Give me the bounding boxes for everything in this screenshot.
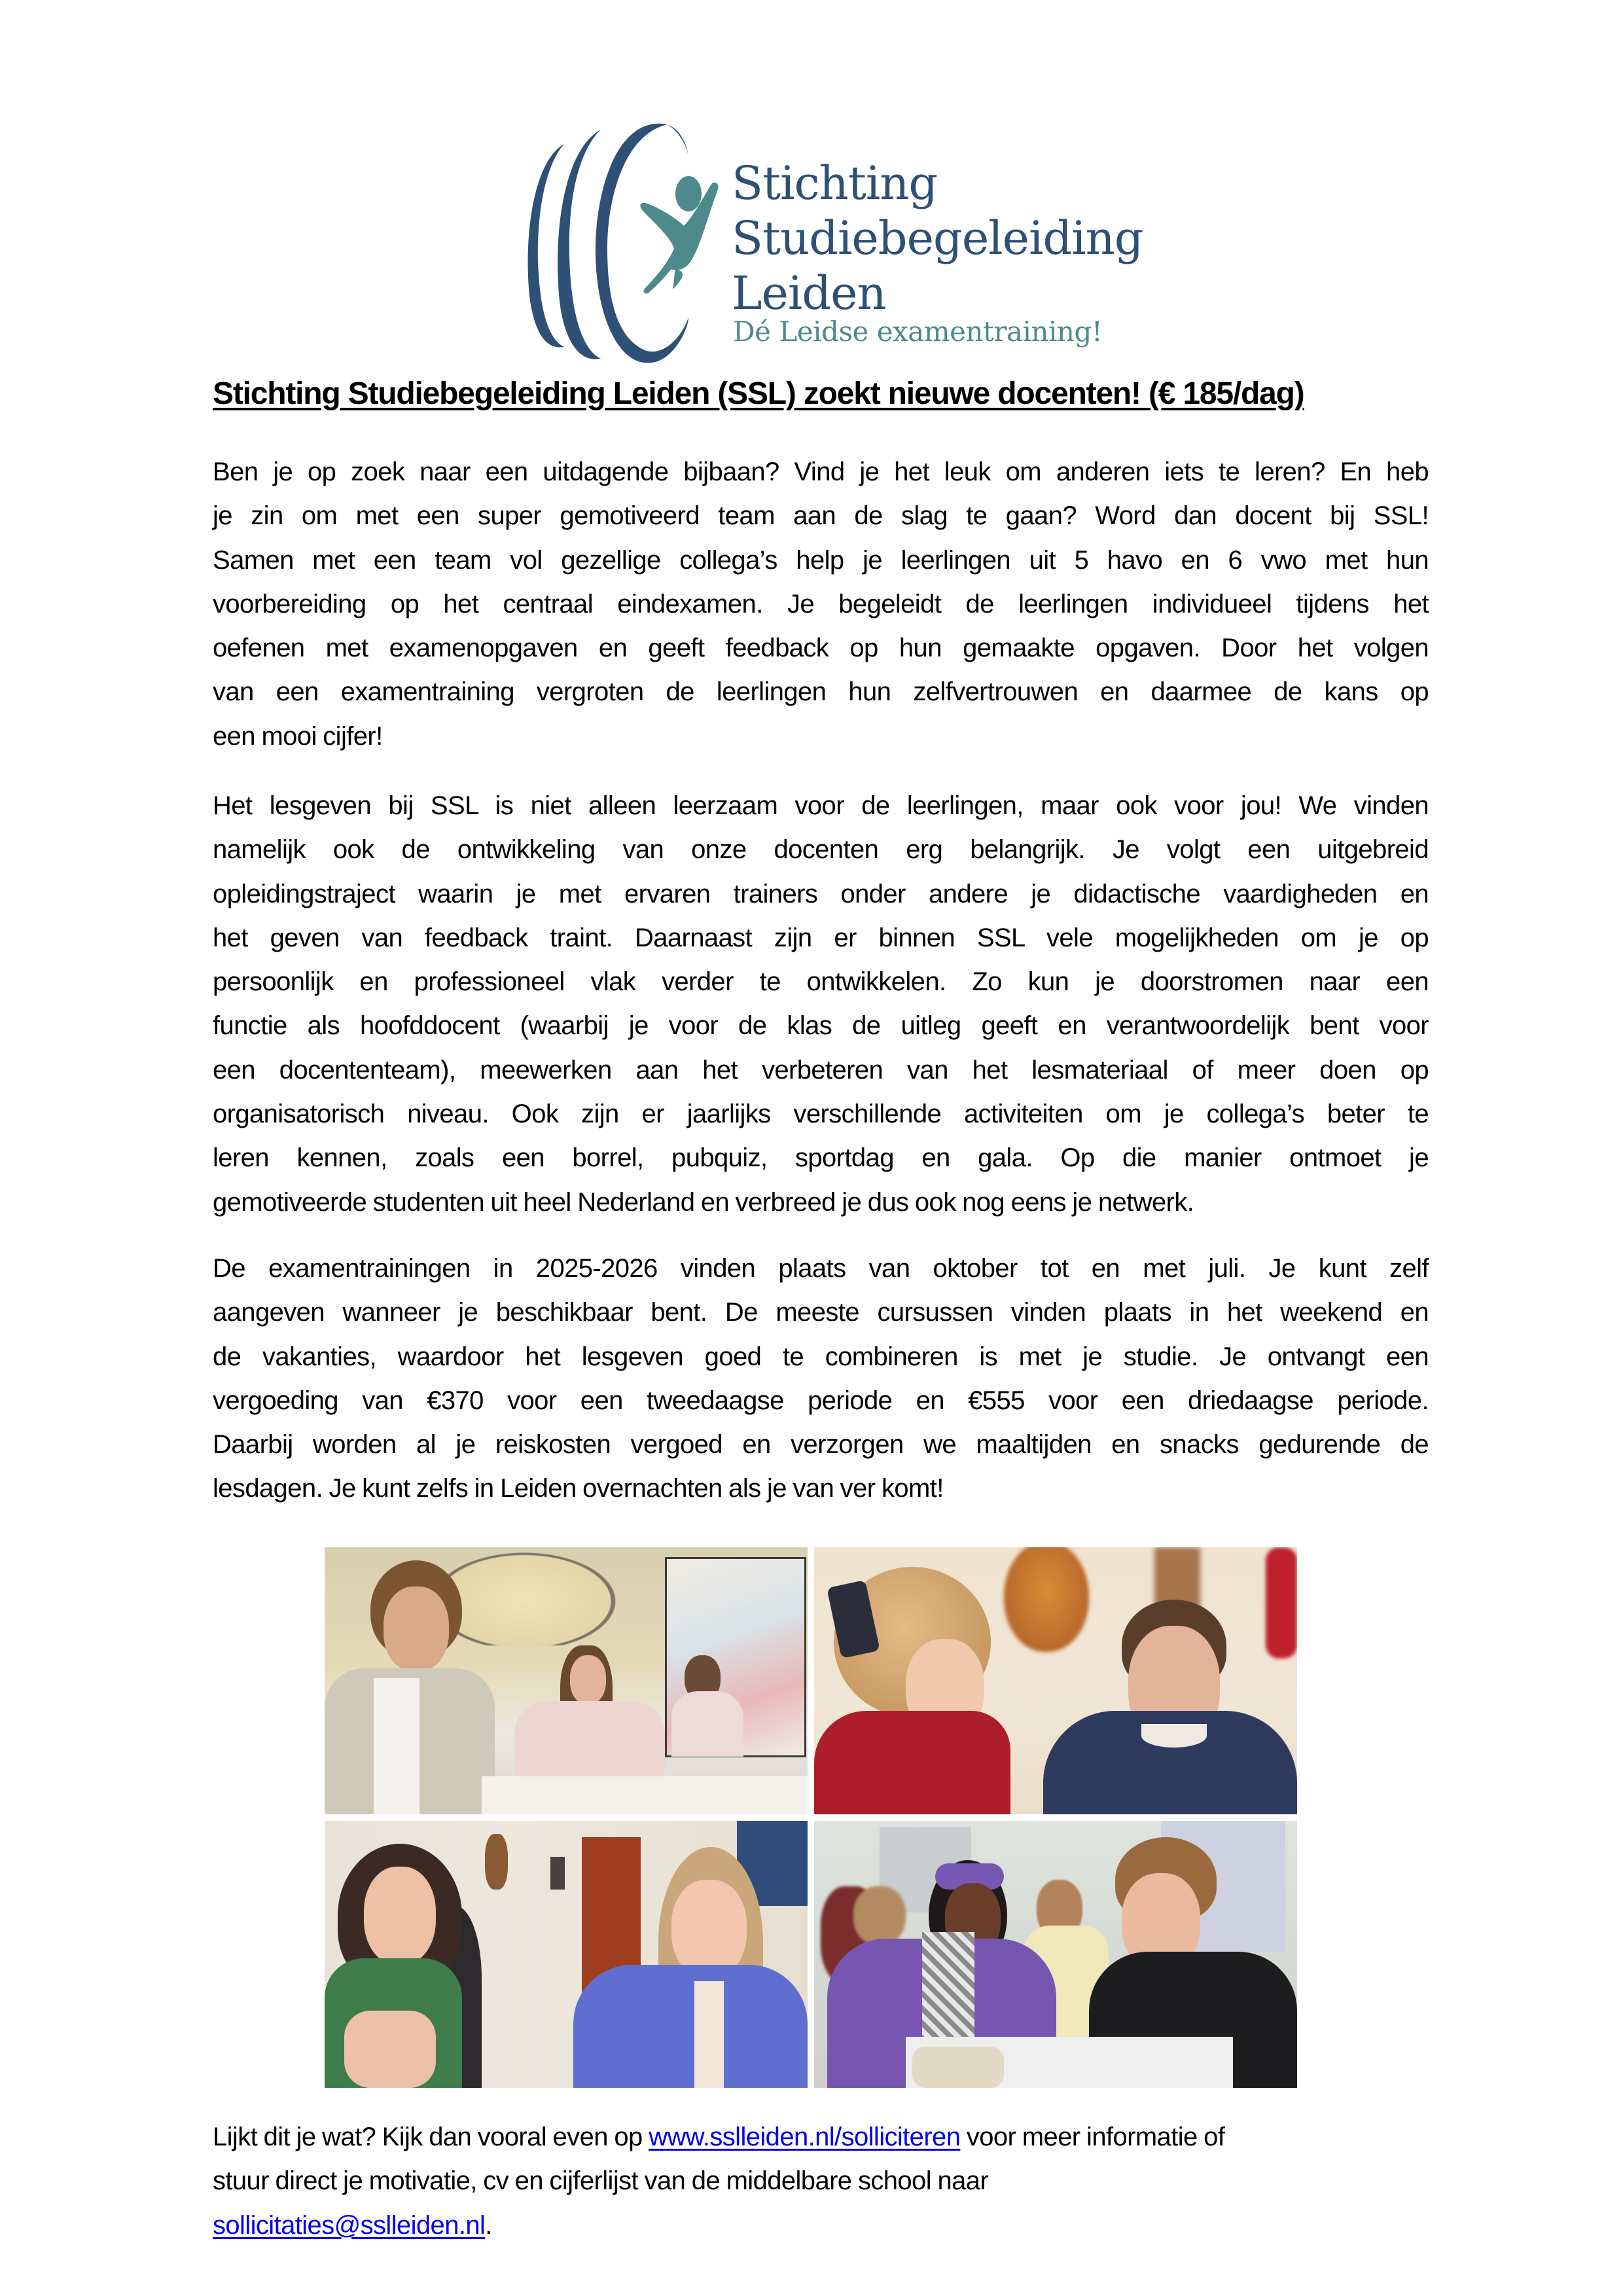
closing-text: voor meer informatie of bbox=[960, 2123, 1225, 2151]
closing-text: Lijkt dit je wat? Kijk dan vooral even op bbox=[213, 2123, 649, 2151]
text-line: namelijk ook de ontwikkeling van onze docenten erg belangrijk. Je volgt een uitgebreid bbox=[213, 835, 1429, 865]
text-line: oefenen met examenopgaven en geeft feedback op hun gemaakte opgaven. Door het volgen bbox=[213, 634, 1429, 663]
website-link[interactable]: www.sslleiden.nl/solliciteren bbox=[649, 2123, 961, 2151]
ssl-logo-mark-icon bbox=[517, 118, 733, 367]
email-link[interactable]: sollicitaties@sslleiden.nl bbox=[213, 2210, 486, 2240]
photo-two-students-smiling bbox=[325, 1821, 808, 2088]
text-line: Het lesgeven bij SSL is niet alleen leerzaam voor de leerlingen, maar ook voor jou! We vinden bbox=[213, 791, 1429, 820]
text-line: persoonlijk en professioneel vlak verder te ontwikkelen. Zo kun je doorstromen naar een bbox=[213, 967, 1429, 997]
text-line: gemotiveerde studenten uit heel Nederland en verbreed je dus ook nog eens je netwerk. bbox=[213, 1187, 1194, 1217]
text-line bbox=[213, 2115, 1429, 2159]
text-line: lesdagen. Je kunt zelfs in Leiden overnachten als je van ver komt! bbox=[213, 1474, 944, 1503]
text-line: het geven van feedback traint. Daarnaast zijn er binnen SSL vele mogelijkheden om je op bbox=[213, 923, 1429, 952]
text-line: de vakanties, waardoor het lesgeven goed te combineren is met je studie. Je ontvangt een bbox=[213, 1342, 1429, 1371]
logo-tagline: Dé Leidse examentraining! bbox=[733, 315, 1103, 348]
text-line: vergoeding van €370 voor een tweedaagse periode en €555 voor een driedaagse periode. bbox=[213, 1386, 1429, 1415]
text-line bbox=[213, 2204, 1429, 2248]
text-line: functie als hoofddocent (waarbij je voor de klas de uitleg geeft en verantwoordelijk bent voor bbox=[213, 1011, 1429, 1041]
photo-teacher-conversation bbox=[814, 1547, 1297, 1814]
logo-line-2: Studiebegeleiding bbox=[732, 211, 1143, 265]
page-title: Stichting Studiebegeleiding Leiden (SSL) zoekt nieuwe docenten! (€ 185/dag) bbox=[213, 376, 1304, 411]
text-line: een mooi cijfer! bbox=[213, 721, 383, 751]
closing-paragraph bbox=[213, 2115, 1429, 2248]
logo-wordmark bbox=[732, 156, 1143, 321]
text-line: opleidingstraject waarin je met ervaren trainers onder andere je didactische vaardigheden en bbox=[213, 879, 1429, 908]
schedule-compensation-paragraph bbox=[213, 1247, 1429, 1511]
text-line: een docententeam), meewerken aan het verbeteren van het lesmateriaal of meer doen op bbox=[213, 1055, 1429, 1085]
text-line: je zin om met een super gemotiveerd team aan de slag te gaan? Word dan docent bij SSL! bbox=[213, 501, 1429, 531]
intro-paragraph bbox=[213, 450, 1429, 759]
text-line: stuur direct je motivatie, cv en cijferlijst van de middelbare school naar bbox=[213, 2166, 989, 2196]
closing-text: . bbox=[485, 2210, 492, 2240]
logo-line-1: Stichting bbox=[732, 156, 938, 210]
logo-line-3: Leiden bbox=[732, 266, 886, 320]
text-line: van een examentraining vergroten de leerlingen hun zelfvertrouwen en daarmee de kans op bbox=[213, 677, 1429, 707]
text-line: De examentrainingen in 2025-2026 vinden plaats van oktober tot en met juli. Je kunt zelf bbox=[213, 1254, 1429, 1283]
photo-classroom-maps bbox=[325, 1547, 808, 1814]
ssl-logo bbox=[517, 118, 1145, 367]
text-line: leren kennen, zoals een borrel, pubquiz, sportdag en gala. Op die manier ontmoet je bbox=[213, 1143, 1429, 1173]
text-line: Daarbij worden al je reiskosten vergoed en verzorgen we maaltijden en snacks gedurende de bbox=[213, 1430, 1429, 1460]
photo-grid bbox=[325, 1547, 1298, 2088]
text-line: Ben je op zoek naar een uitdagende bijbaan? Vind je het leuk om anderen iets te leren? En heb bbox=[213, 457, 1429, 486]
photo-study-session bbox=[814, 1821, 1297, 2088]
text-line: Samen met een team vol gezellige collega’s help je leerlingen uit 5 havo en 6 vwo met hun bbox=[213, 545, 1429, 575]
text-line: organisatorisch niveau. Ook zijn er jaarlijks verschillende activiteiten om je collega’s beter te bbox=[213, 1100, 1429, 1129]
development-paragraph bbox=[213, 784, 1429, 1225]
text-line: voorbereiding op het centraal eindexamen. Je begeleidt de leerlingen individueel tijdens het bbox=[213, 589, 1429, 619]
text-line: aangeven wanneer je beschikbaar bent. De meeste cursussen vinden plaats in het weekend en bbox=[213, 1298, 1429, 1327]
